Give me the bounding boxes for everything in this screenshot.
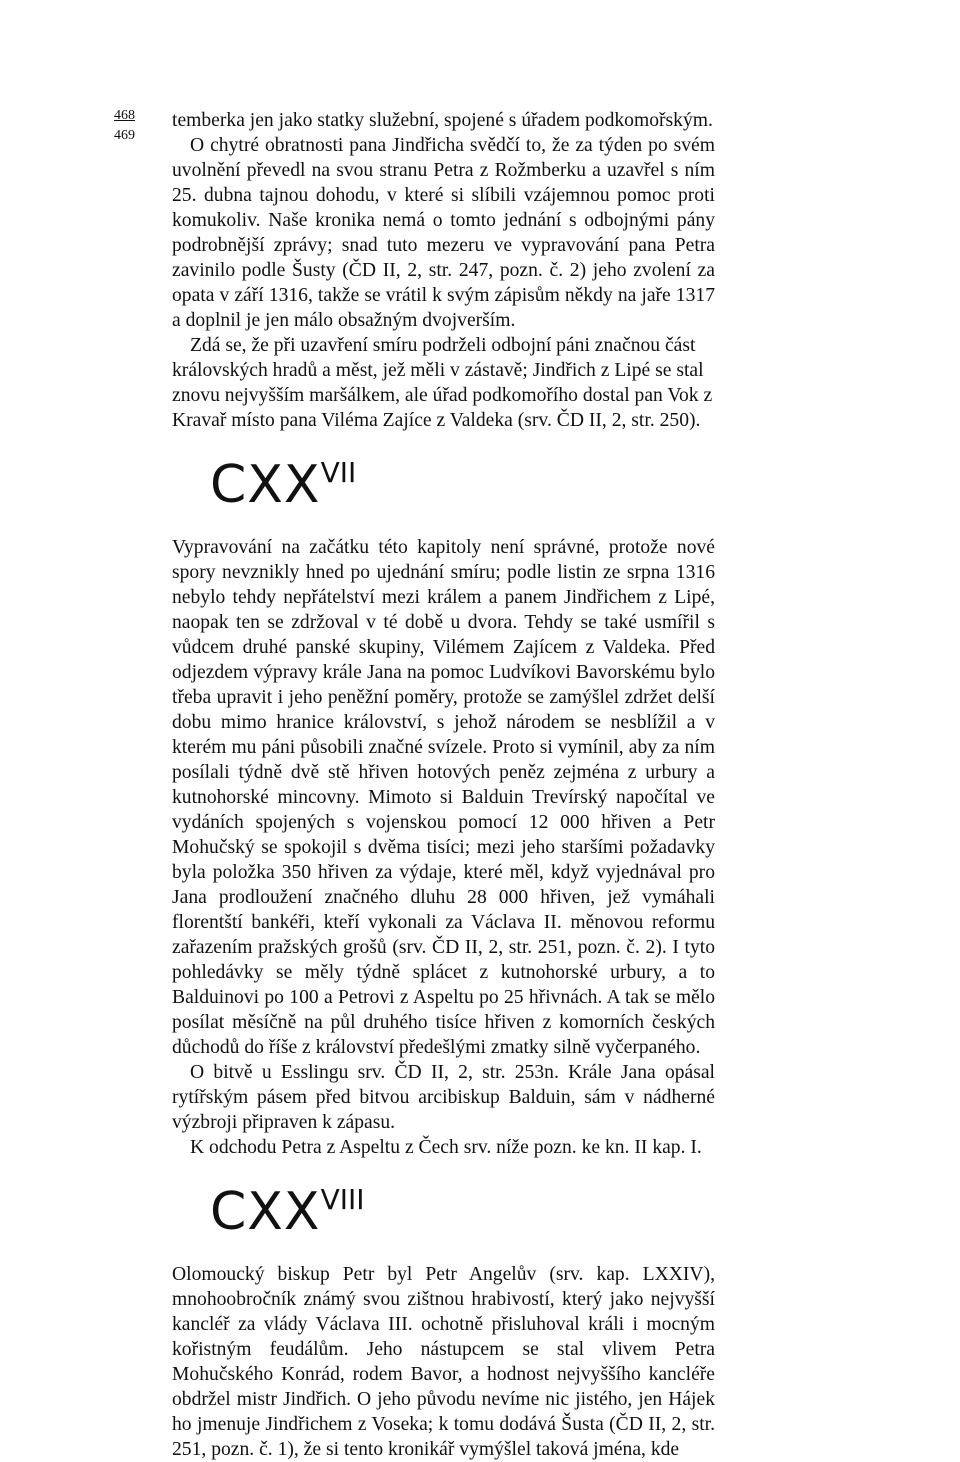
chapter-heading-cxxvii <box>210 455 715 515</box>
page-number-469: 469 <box>114 128 135 143</box>
paragraph-3: Zdá se, že při uzavření smíru podrželi odbojní páni značnou část královských hradů a měst, jež měli v zástavě; Jindřich z Lipé se stal znovu nejvyšším maršálkem, ale úřad podkomořího dostal pan Vok z Kravař místo pana Viléma Zajíce z Valdeka (srv. ČD II, 2, str. 250). <box>172 335 713 431</box>
chapter-heading-main: CXX <box>210 455 321 515</box>
margin-page-numbers <box>114 106 135 146</box>
page-number-468: 468 <box>114 108 135 123</box>
paragraph-6: K odchodu Petra z Aspeltu z Čech srv. níže pozn. ke kn. II kap. I. <box>190 1137 702 1158</box>
chapter-heading-main: CXX <box>210 1182 321 1242</box>
chapter-heading-sup: VIII <box>320 1183 365 1216</box>
chapter-heading-sup: VII <box>320 456 357 489</box>
paragraph-7: Olomoucký biskup Petr byl Petr Angelův (srv. kap. LXXIV), mnohoobročník známý svou zištnou hrabivostí, který jako nejvyšší kancléř za vlády Václava III. ochotně přisluhoval králi i mocným kořistným feudálům. Jeho nástupcem se stal vlivem Petra Mohučského Konrád, rodem Bavor, a hodnost nejvyššího kancléře obdržel mistr Jindřich. O jeho původu nevíme nic jistého, jen Hájek ho jmenuje Jindřichem z Voseka; k tomu dodává Šusta (ČD II, 2, str. 251, pozn. č. 1), že si tento kronikář vymýšlel taková jména, kde <box>172 1264 715 1460</box>
paragraph-5: O bitvě u Esslingu srv. ČD II, 2, str. 253n. Krále Jana opásal rytířským pásem před bitvou arcibiskup Balduin, sám v nádherné výzbroji připraven k zápasu. <box>172 1062 715 1133</box>
paragraph-2: O chytré obratnosti pana Jindřicha svědčí to, že za týden po svém uvolnění převedl na svou stranu Petra z Rožmberku a uzavřel s ním 25. dubna tajnou dohodu, v které si slíbili vzájemnou pomoc proti komukoliv. Naše kronika nemá o tomto jednání s odbojnými pány podrobnější zprávy; snad tuto mezeru ve vypravování pana Petra zavinilo podle Šusty (ČD II, 2, str. 247, pozn. č. 2) jeho zvolení za opata v září 1316, takže se vrátil k svým zápisům někdy na jaře 1317 a doplnil je jen málo obsažným dvojverším. <box>172 135 715 331</box>
paragraph-1: temberka jen jako statky služební, spojené s úřadem podkomořským. <box>172 110 713 131</box>
chapter-heading-cxxviii <box>210 1182 715 1242</box>
text-column <box>172 108 715 1462</box>
paragraph-4: Vypravování na začátku této kapitoly není správné, protože nové spory nevznikly hned po ujednání smíru; podle listin ze srpna 1316 nebylo tehdy nepřátelství mezi králem a panem Jindřichem z Lipé, naopak ten se zdržoval v té době u dvora. Tehdy se také usmířil s vůdcem druhé panské skupiny, Vilémem Zajícem z Valdeka. Před odjezdem výpravy krále Jana na pomoc Ludvíkovi Bavorskému bylo třeba upravit i jeho peněžní poměry, protože se zamýšlel zdržet delší dobu mimo hranice království, s jehož národem se nesblížil a v kterém mu páni působili značné svízele. Proto si vymínil, aby za ním posílali týdně dvě stě hřiven hotových peněz zejména z urbury a kutnohorské mincovny. Mimoto si Balduin Trevírský napočítal ve vydáních spojených s vojenskou pomocí 12 000 hřiven a Petr Mohučský se spokojil s dvěma tisíci; mezi jeho staršími požadavky byla položka 350 hřiven za výdaje, které měl, když vyjednával pro Jana prodloužení značného dluhu 28 000 hřiven, jež vymáhali florentští bankéři, kteří vykonali za Václava II. měnovou reformu zařazením pražských grošů (srv. ČD II, 2, str. 251, pozn. č. 2). I tyto pohledávky se měly týdně splácet z kutnohorské urbury, a to Balduinovi po 100 a Petrovi z Aspeltu po 25 hřivnách. A tak se mělo posílat měsíčně na půl druhého tisíce hřiven z komorních českých důchodů do říše z království předešlými zmatky silně vyčerpaného. <box>172 537 715 1058</box>
